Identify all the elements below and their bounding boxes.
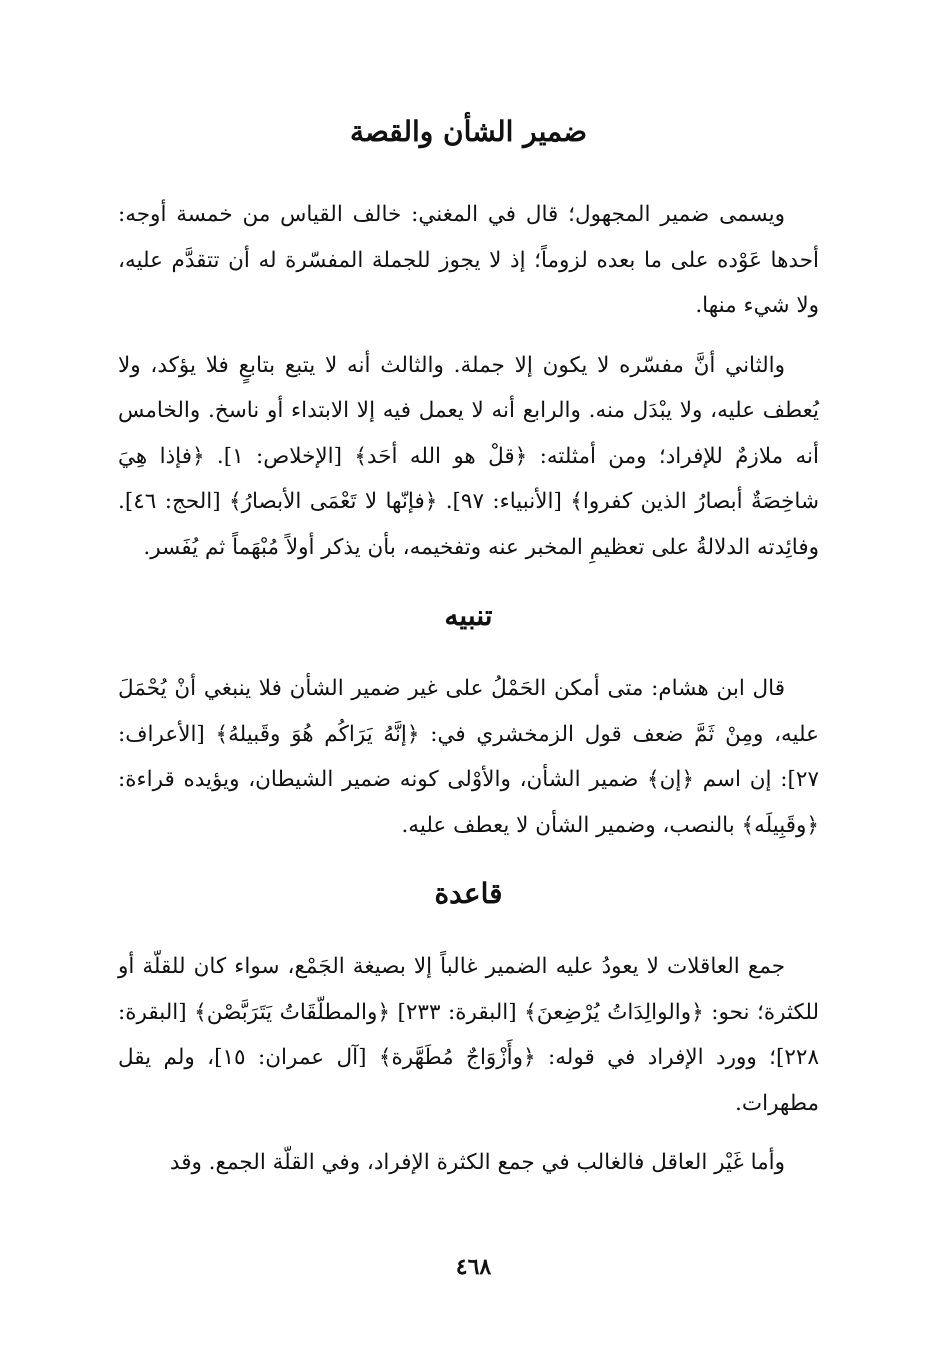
paragraph-five-aspects: والثاني أنَّ مفسّره لا يكون إلا جملة. والثالث أنه لا يتبع بتابعٍ فلا يؤكد، ولا يُعطف عليه، ولا يبْدَل منه. والرابع أنه لا يعمل فيه إلا الابتداء أو ناسخ. والخامس أنه ملازمٌ للإفراد؛ ومن أمثلته: ﴿قلْ هو الله أحَد﴾ [الإخلاص: ١]. ﴿فإذا هِيَ شاخِصَةٌ أبصارُ الذين كفروا﴾ [الأنبياء: ٩٧]. ﴿فإنّها لا تَعْمَى الأبصارُ﴾ [الحج: ٤٦]. وفائِدته الدلالةُ على تعظيمِ المخبر عنه وتفخيمه، بأن يذكر أولاً مُبْهَماً ثم يُفَسر. <box>118 352 820 560</box>
paragraph-non-rational: وأما غَيْر العاقل فالغالب في جمع الكثرة الإفراد، وفي القلّة الجمع. وقد <box>169 1150 785 1175</box>
section-title-shan-pronoun: ضمير الشأن والقصة <box>349 115 588 148</box>
section-title-qaida: قاعدة <box>434 877 503 910</box>
paragraph-ibn-hisham: قال ابن هشام: متى أمكن الحَمْلُ على غير ضمير الشأن فلا ينبغي أنْ يُحْمَلَ عليه، ومِنْ ثَمَّ ضعف قول الزمخشري في: ﴿إنَّهُ يَرَاكُم هُوَ وقَبيلهُ﴾ [الأعراف: ٢٧]: إن اسم ﴿إن﴾ ضمير الشأن، والأوْلى كونه ضمير الشيطان، ويؤيده قراءة: ﴿وقَبِيلَه﴾ بالنصب، وضمير الشأن لا يعطف عليه. <box>118 676 819 838</box>
paragraph-majhul-pronoun: ويسمى ضمير المجهول؛ قال في المغني: خالف القياس من خمسة أوجه: أحدها عَوْده على ما بعده لزوماً؛ إذ لا يجوز للجملة المفسّرة له أن تتقدَّم عليه، ولا شيء منها. <box>118 202 819 318</box>
paragraph-rational-plurals: جمع العاقلات لا يعودُ عليه الضمير غالباً إلا بصيغة الجَمْع، سواء كان للقلّة أو للكثرة؛ نحو: ﴿والوالِدَاتُ يُرْضِعنَ﴾ [البقرة: ٢٣٣] ﴿والمطلّقَاتُ يَتَرَبَّصْن﴾ [البقرة: ٢٢٨]؛ وورد الإفراد في قوله: ﴿وأَزْوَاجٌ مُطَهَّرة﴾ [آل عمران: ١٥]، ولم يقل مطهرات. <box>118 954 819 1116</box>
section-title-tanbih: تنبيه <box>444 599 493 632</box>
page-number: ٤٦٨ <box>455 1254 492 1280</box>
